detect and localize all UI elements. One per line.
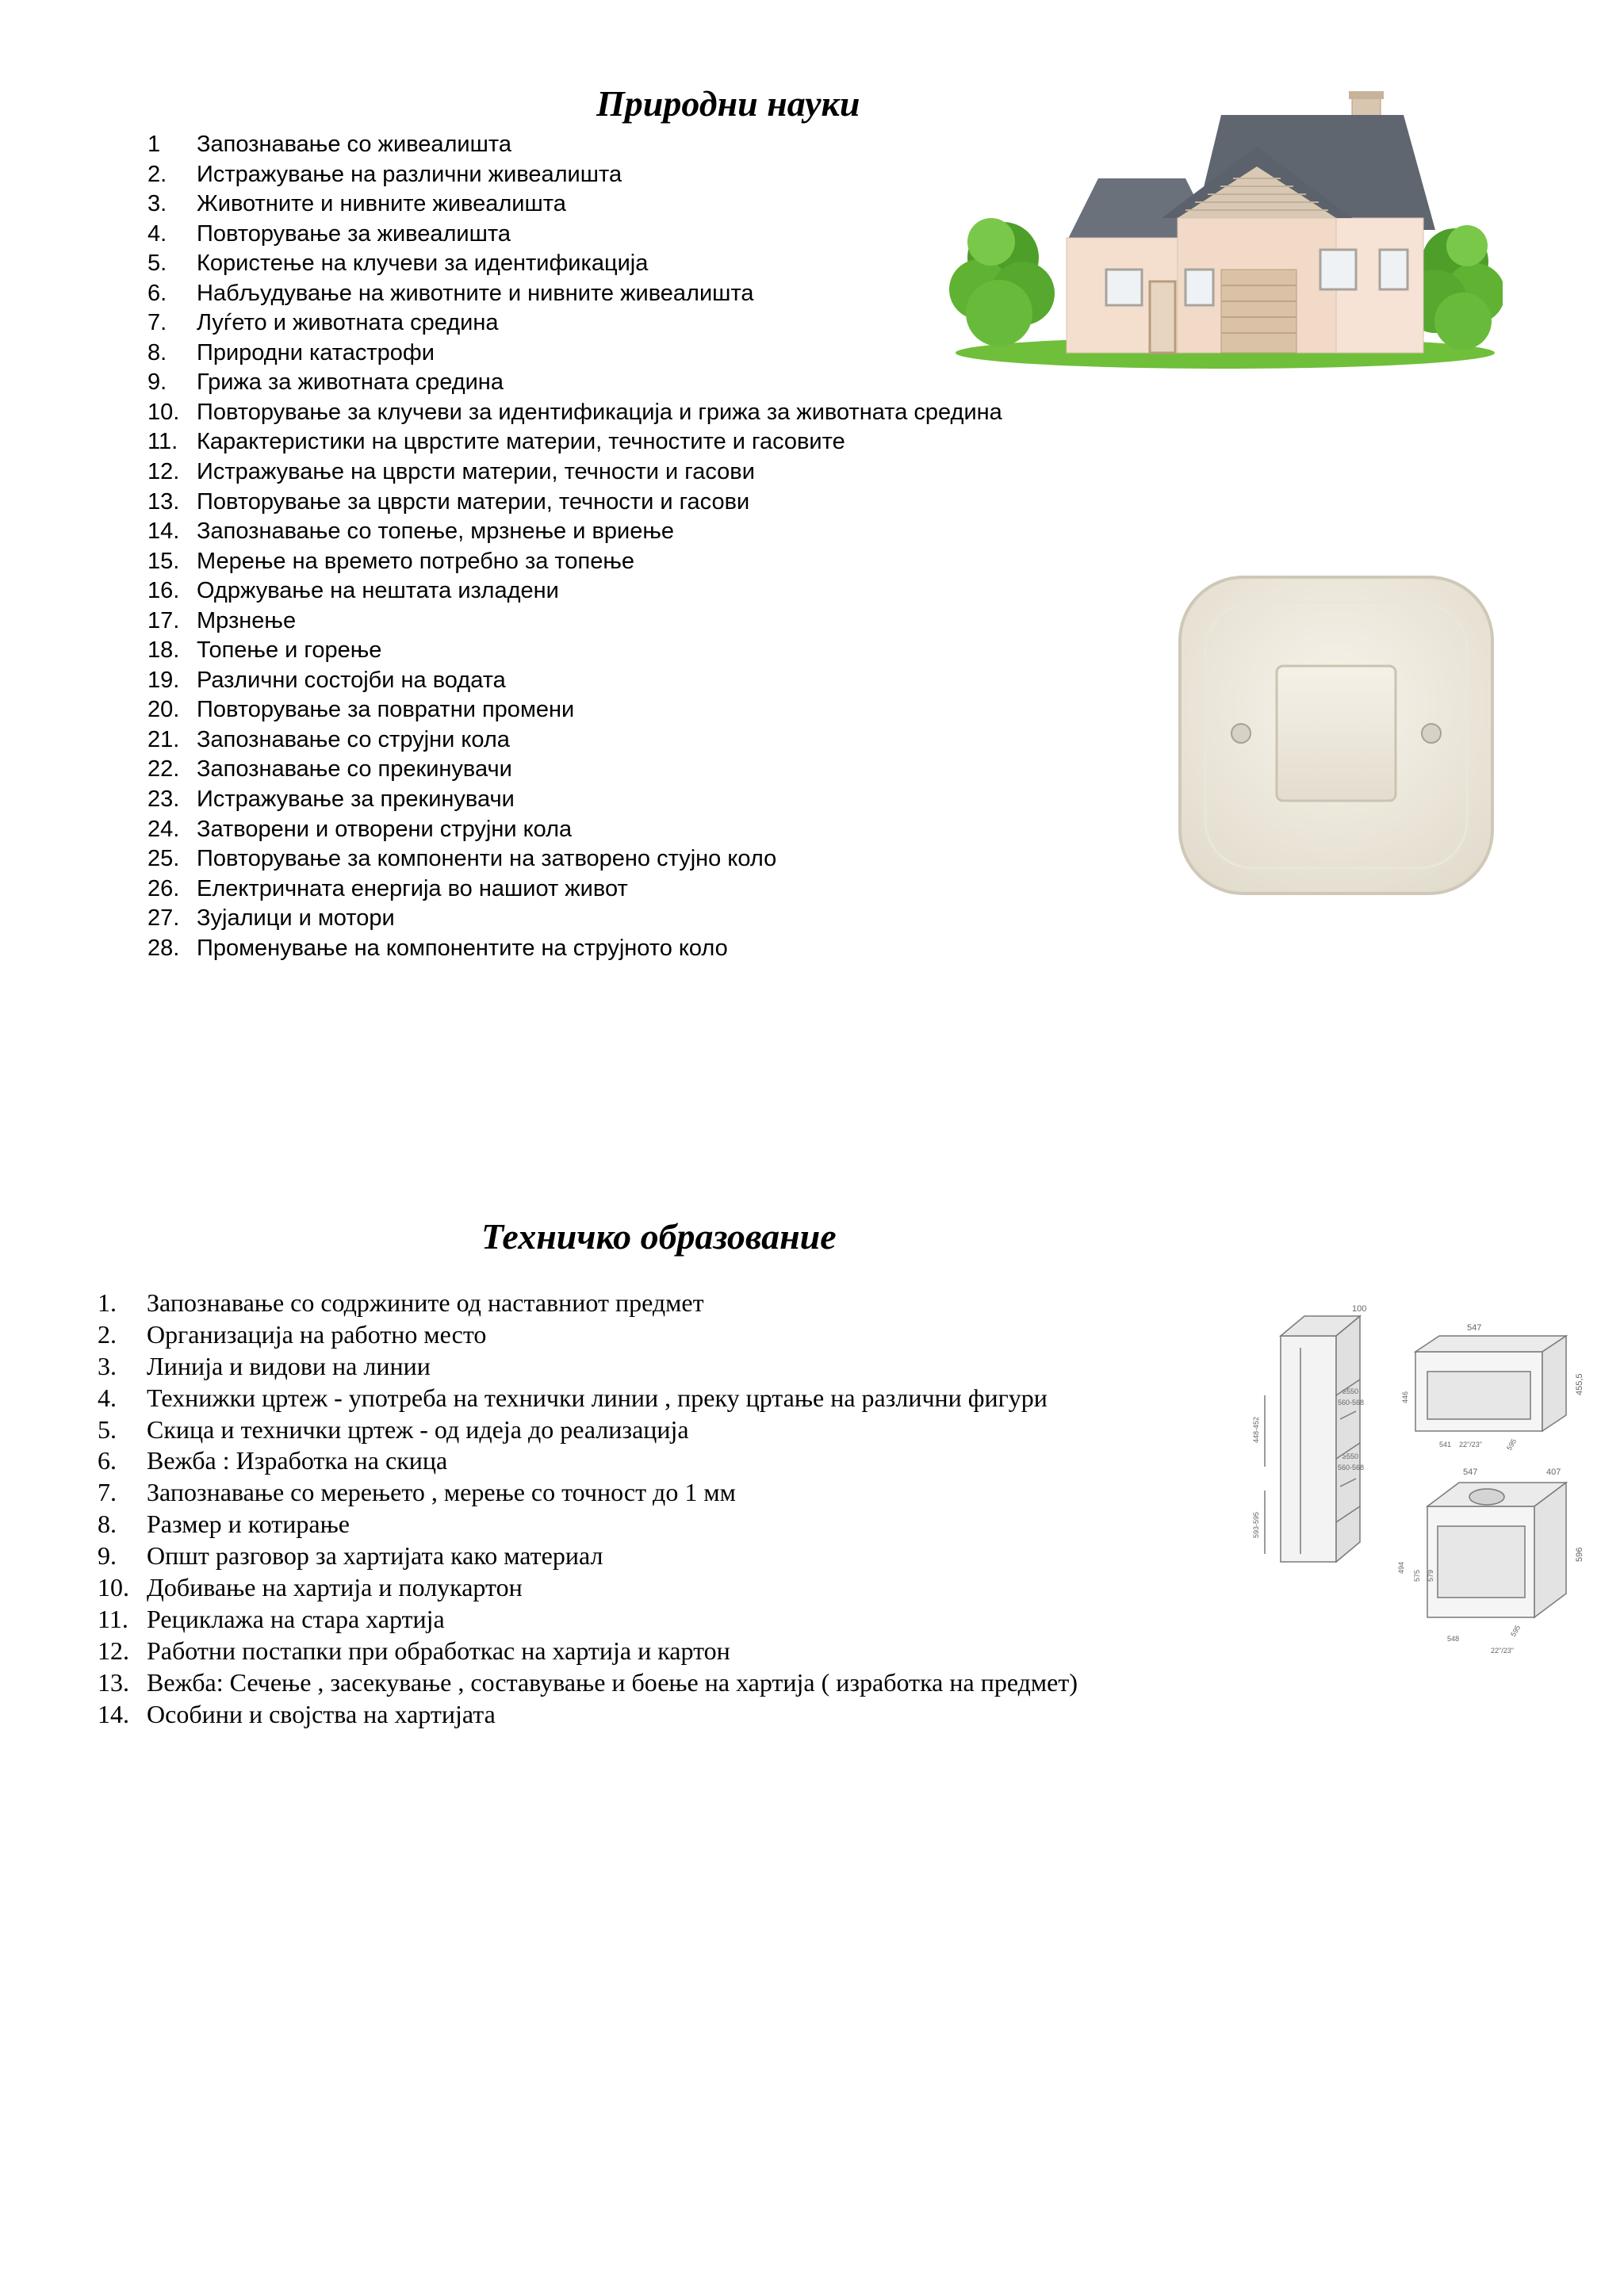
technical-education-topic-item-text: Работни постапки при обработкас на хартија и картон — [147, 1636, 730, 1665]
technical-education-topic-item-text: Рециклажа на стара хартија — [147, 1604, 445, 1633]
technical-education-topic-item-number: 9. — [98, 1541, 117, 1571]
natural-sciences-topic-item-number: 16. — [147, 578, 180, 604]
natural-sciences-topic-item-text: Животните и нивните живеалишта — [197, 191, 566, 217]
technical-education-topic-item-text: Запознавање со мерењето , мерење со точност до 1 мм — [147, 1478, 736, 1507]
natural-sciences-topic-item-text: Истражување за прекинувачи — [197, 786, 515, 813]
dim-front-top: 595 — [1505, 1437, 1519, 1452]
technical-education-topic-item-text: Скица и технички цртеж - од идеја до реализација — [147, 1414, 689, 1444]
natural-sciences-topic-item-text: Луѓето и животната средина — [197, 310, 499, 336]
technical-education-topic-item-text: Вежба: Сечење , засекување , составување и боење на хартија ( изработка на предмет) — [147, 1667, 1078, 1697]
natural-sciences-topic-item-number: 13. — [147, 488, 180, 515]
dim-height-top: 455,5 — [1575, 1373, 1584, 1395]
dim-niche-a: 560-568 — [1338, 1399, 1365, 1406]
dim-top-depth: 100 — [1352, 1304, 1367, 1314]
natural-sciences-topic-item-text: Карактеристики на цврстите материи, течностите и гасовите — [197, 429, 845, 455]
technical-education-topic-item-number: 6. — [98, 1446, 117, 1475]
natural-sciences-topic-item-number: 3. — [147, 191, 167, 217]
dim-side-bottom: 548 — [1447, 1635, 1460, 1643]
technical-education-topic-item-number: 11. — [98, 1604, 128, 1633]
natural-sciences-topic-item-text: Мрзнење — [197, 607, 297, 633]
natural-sciences-topic-item-number: 15. — [147, 548, 180, 574]
technical-education-topic-item-number: 13. — [98, 1667, 129, 1697]
natural-sciences-topic-item-number: 2. — [147, 161, 167, 187]
dim-gap-b: ≥550 — [1342, 1452, 1358, 1460]
natural-sciences-topic-item-number: 17. — [147, 607, 180, 633]
dim-niche-b: 560-568 — [1338, 1464, 1365, 1471]
natural-sciences-topic-item-number: 8. — [147, 339, 167, 365]
natural-sciences-topic-item-number: 26. — [147, 875, 180, 901]
natural-sciences-topic-item-text: Одржување на нештата изладени — [197, 578, 559, 604]
natural-sciences-topic-item-number: 14. — [147, 519, 180, 545]
light-switch-image — [1174, 571, 1499, 900]
dim-gap-a: ≥550 — [1342, 1387, 1358, 1395]
natural-sciences-topic-item-text: Затворени и отворени струјни кола — [197, 816, 573, 842]
natural-sciences-topic-item-text: Топење и горење — [197, 637, 382, 664]
natural-sciences-topic-item-text: Различни состојби на водата — [197, 667, 506, 693]
natural-sciences-topic-item-text: Повторување за компоненти на затворено стујно коло — [197, 846, 777, 872]
technical-education-topic-item-text: Добивање на хартија и полукартон — [147, 1573, 523, 1602]
natural-sciences-topic-item-text: Повторување за цврсти материи, течности и гасови — [197, 488, 750, 515]
technical-education-topic-item-text: Особини и својства на хартијата — [147, 1699, 496, 1728]
dim-col-b: 593-595 — [1252, 1511, 1260, 1538]
technical-education-topic-item-number: 14. — [98, 1699, 129, 1728]
dim-offset-top: 22"/23" — [1459, 1441, 1482, 1448]
oven-installation-diagram — [1249, 1300, 1598, 1673]
natural-sciences-topic-item-number: 23. — [147, 786, 180, 813]
dim-side-top: 541 — [1439, 1441, 1452, 1448]
dim-height-bottom: 596 — [1575, 1547, 1584, 1562]
natural-sciences-topic-item-number: 19. — [147, 667, 180, 693]
natural-sciences-topic-item-text: Истражување на цврсти материи, течности и гасови — [197, 459, 755, 485]
technical-education-topic-item-number: 5. — [98, 1414, 117, 1444]
technical-education-topic-item-text: Линија и видови на линии — [147, 1351, 431, 1380]
natural-sciences-topic-item-number: 9. — [147, 369, 167, 396]
natural-sciences-topic-item-number: 1 — [147, 132, 161, 157]
dim-inner2-bottom: 579 — [1427, 1569, 1434, 1582]
technical-education-topic-item-number: 1. — [98, 1288, 117, 1317]
technical-education-topic-item-number: 7. — [98, 1478, 117, 1507]
natural-sciences-topic-item-number: 12. — [147, 459, 180, 485]
technical-education-topic-item-number: 10. — [98, 1573, 129, 1602]
natural-sciences-topic-item-text: Повторување за повратни промени — [197, 697, 575, 723]
natural-sciences-topic-item-number: 20. — [147, 697, 180, 723]
natural-sciences-topic-item-text: Запознавање со струјни кола — [197, 726, 510, 752]
section-title-natural-sciences: Природни науки — [596, 83, 860, 124]
natural-sciences-topic-item-text: Мерење на времето потребно за топење — [197, 548, 635, 574]
section-title-technical-education: Техничко образование — [481, 1216, 837, 1257]
dim-offset-bottom: 22"/23" — [1491, 1647, 1514, 1655]
dim-front-bottom: 595 — [1509, 1623, 1522, 1638]
tree-left — [949, 218, 1055, 346]
natural-sciences-topic-item-number: 27. — [147, 905, 180, 932]
technical-education-topic-item-text: Размер и котирање — [147, 1510, 350, 1539]
natural-sciences-topic-item-text: Запознавање со топење, мрзнење и вриење — [197, 519, 675, 545]
dim-inner-bottom: 575 — [1413, 1569, 1421, 1582]
natural-sciences-topic-item-number: 10. — [147, 399, 180, 425]
natural-sciences-topic-item-text: Променување на компонентите на струјното коло — [197, 935, 728, 961]
natural-sciences-topic-item-text: Електричната енергија во нашиот живот — [197, 875, 628, 901]
house-image — [948, 91, 1503, 369]
natural-sciences-topic-item-number: 7. — [147, 310, 167, 336]
dim-width-top: 547 — [1467, 1323, 1482, 1333]
natural-sciences-topic-item-text: Повторување за живеалишта — [197, 220, 511, 247]
dim-col-a: 448-452 — [1252, 1416, 1260, 1443]
technical-education-topic-item-number: 2. — [98, 1319, 117, 1349]
natural-sciences-topic-item-number: 22. — [147, 756, 180, 783]
technical-education-topic-item-text: Технижки цртеж - употреба на технички линии , преку цртање на различни фигури — [147, 1383, 1048, 1412]
natural-sciences-topic-item-text: Повторување за клучеви за идентификација и грижа за животната средина — [197, 399, 1002, 425]
natural-sciences-topic-item-text: Грижа за животната средина — [197, 369, 504, 396]
technical-education-topic-item-text: Општ разговор за хартијата како материал — [147, 1541, 603, 1571]
dim-depth-bottom: 407 — [1546, 1468, 1561, 1477]
natural-sciences-topic-item-text: Истражување на различни живеалишта — [197, 161, 622, 187]
natural-sciences-topic-item-text: Зујалици и мотори — [197, 905, 395, 932]
technical-education-topic-item-number: 8. — [98, 1510, 117, 1539]
technical-education-topic-item-text: Вежба : Изработка на скица — [147, 1446, 448, 1475]
technical-education-topic-item-number: 12. — [98, 1636, 129, 1665]
natural-sciences-topic-item-number: 5. — [147, 251, 167, 277]
natural-sciences-topic-item-number: 4. — [147, 220, 167, 247]
natural-sciences-topic-item-number: 25. — [147, 846, 180, 872]
natural-sciences-topic-item-number: 24. — [147, 816, 180, 842]
technical-education-topic-item-number: 4. — [98, 1383, 117, 1412]
dim-width-bottom: 547 — [1463, 1468, 1478, 1477]
natural-sciences-topic-item-number: 6. — [147, 280, 167, 306]
technical-education-topic-item-text: Запознавање со содржините од наставниот предмет — [147, 1288, 704, 1317]
natural-sciences-topic-item-number: 28. — [147, 935, 180, 961]
natural-sciences-topic-item-text: Запознавање со прекинувачи — [197, 756, 512, 783]
technical-education-topic-item-number: 3. — [98, 1351, 117, 1380]
natural-sciences-topic-item-text: Набљудување на животните и нивните живеалишта — [197, 280, 754, 306]
natural-sciences-topic-item-number: 21. — [147, 726, 180, 752]
technical-education-topic-item-text: Организација на работно место — [147, 1319, 487, 1349]
natural-sciences-topic-item-text: Запознавање со живеалишта — [197, 132, 511, 157]
natural-sciences-topic-item-text: Користење на клучеви за идентификација — [197, 251, 649, 277]
natural-sciences-topic-item-text: Природни катастрофи — [197, 339, 435, 365]
natural-sciences-topic-item-number: 18. — [147, 637, 180, 664]
dim-inner-top: 446 — [1401, 1391, 1409, 1403]
natural-sciences-topic-item-number: 11. — [147, 429, 178, 455]
dim-left-bottom: 494 — [1397, 1561, 1405, 1574]
